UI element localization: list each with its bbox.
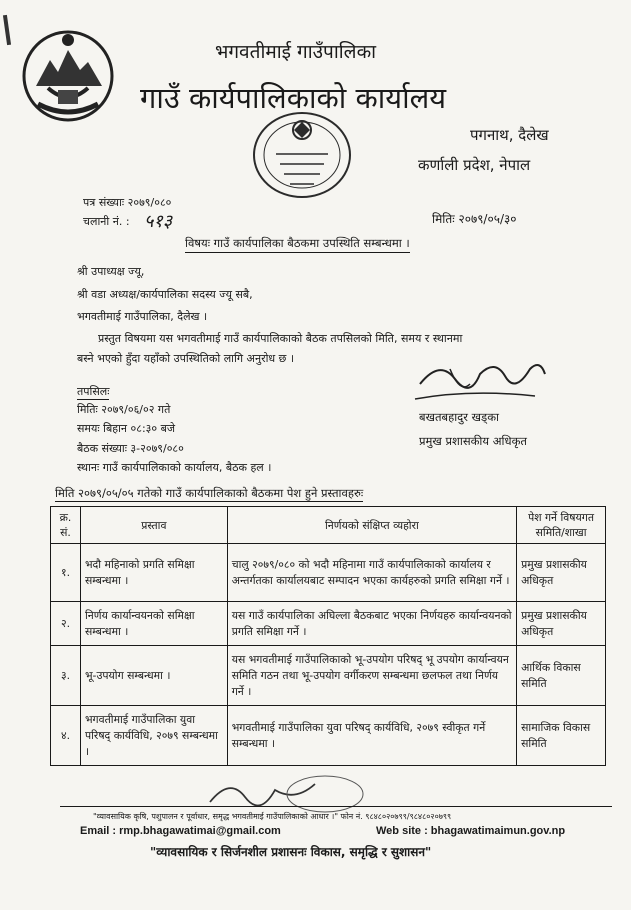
proposal-cell: भदौ महिनाको प्रगति समिक्षा सम्बन्धमा । — [80, 544, 227, 602]
footer-website[interactable]: Web site : bhagawatimaimun.gov.np — [376, 825, 566, 837]
signer-title: प्रमुख प्रशासकीय अधिकृत — [419, 434, 527, 448]
detail-time: समयः बिहान ०८:३० बजे — [77, 422, 176, 435]
row-number: ४. — [51, 706, 81, 766]
proposal-cell: भू-उपयोग सम्बन्धमा । — [80, 646, 227, 706]
address-line-1: पगनाथ, दैलेख — [470, 126, 549, 144]
agenda-table — [50, 506, 606, 766]
column-header: पेश गर्ने विषयगत समिति/शाखा — [517, 507, 606, 544]
dispatch-number-label: चलानी नं. : — [83, 215, 130, 228]
proposal-cell: निर्णय कार्यान्वयनको समिक्षा सम्बन्धमा । — [80, 602, 227, 646]
detail-meeting-number: बैठक संख्याः ३-२०७९/०८० — [77, 442, 184, 455]
column-header: निर्णयको संक्षिप्त व्यहोरा — [227, 507, 516, 544]
recipient-line: श्री वडा अध्यक्ष/कार्यपालिका सदस्य ज्यू सबै, — [77, 288, 253, 301]
recipient-line: श्री उपाध्यक्ष ज्यू, — [77, 265, 145, 278]
unit-cell: प्रमुख प्रशासकीय अधिकृत — [517, 544, 606, 602]
table-row — [51, 544, 606, 602]
office-seal-icon — [250, 108, 355, 203]
summary-cell: भगवतीमाई गाउँपालिका युवा परिषद् कार्यविधि, २०७९ स्वीकृत गर्ने सम्बन्धमा । — [227, 706, 516, 766]
column-header: क्र. सं. — [51, 507, 81, 544]
row-number: ३. — [51, 646, 81, 706]
recipient-line: भगवतीमाई गाउँपालिका, दैलेख । — [77, 310, 208, 323]
footer-note: "व्यावसायिक कृषि, पशुपालन र पूर्वाधार, समृद्ध भगवतीमाई गाउँपालिकाको आधार ।" फोन नं. ९८४८०२०७९९/९८४८०२०७९९ — [93, 812, 452, 821]
unit-cell: सामाजिक विकास समिति — [517, 706, 606, 766]
column-header: प्रस्ताव — [80, 507, 227, 544]
body-paragraph-line: बस्ने भएको हुँदा यहाँको उपस्थितिको लागि अनुरोध छ । — [77, 352, 295, 365]
table-row — [51, 706, 606, 766]
proposal-cell: भगवतीमाई गाउँपालिका युवा परिषद् कार्यविधि, २०७९ सम्बन्धमा । — [80, 706, 227, 766]
table-row — [51, 646, 606, 706]
footer-motto: "व्यावसायिक र सिर्जनशील प्रशासनः विकास, समृद्धि र सुशासन" — [150, 845, 432, 859]
summary-cell: चालु २०७९/०८० को भदौ महिनामा गाउँ कार्यपालिकाको कार्यालय र अन्तर्गतका कार्यालयबाट सम्पादन भएका कार्यहरुको प्रगति समिक्षा गर्ने । — [227, 544, 516, 602]
row-number: २. — [51, 602, 81, 646]
address-line-2: कर्णाली प्रदेश, नेपाल — [418, 156, 531, 174]
footer-divider — [60, 806, 612, 807]
org-name: भगवतीमाई गाउँपालिका — [215, 41, 377, 63]
dispatch-number-value: ५१३ — [144, 211, 173, 232]
body-paragraph-line: प्रस्तुत विषयमा यस भगवतीमाई गाउँ कार्यपालिकाको बैठक तपसिलको मिति, समय र स्थानमा — [98, 332, 463, 345]
signer-name: बखतबहादुर खड्का — [419, 410, 500, 424]
page-edge-mark — [3, 15, 11, 45]
table-header-row — [51, 507, 606, 544]
details-title: तपसिलः — [77, 385, 110, 398]
unit-cell: आर्थिक विकास समिति — [517, 646, 606, 706]
summary-cell: यस गाउँ कार्यपालिका अघिल्ला बैठकबाट भएका निर्णयहरु कार्यान्वयनको प्रगति समिक्षा गर्ने । — [227, 602, 516, 646]
subject-line: विषयः गाउँ कार्यपालिका बैठकमा उपस्थिति सम्बन्धमा । — [185, 236, 410, 253]
row-number: १. — [51, 544, 81, 602]
signature-icon — [410, 354, 550, 409]
detail-date: मितिः २०७९/०६/०२ गते — [77, 403, 171, 416]
letter-number: पत्र संख्याः २०७९/०८० — [83, 196, 172, 209]
letter-date: मितिः २०७९/०५/३० — [432, 212, 517, 226]
agenda-table-title: मिति २०७९/०५/०५ गतेको गाउँ कार्यपालिकाको बैठकमा पेश हुने प्रस्तावहरुः — [55, 486, 364, 500]
unit-cell: प्रमुख प्रशासकीय अधिकृत — [517, 602, 606, 646]
table-row — [51, 602, 606, 646]
summary-cell: यस भगवतीमाई गाउँपालिकाको भू-उपयोग परिषद् भू उपयोग कार्यान्वयन समिति गठन तथा भू-उपयोग वर्गीकरण सम्बन्धमा छलफल तथा निर्णय गर्ने । — [227, 646, 516, 706]
office-name: गाउँ कार्यपालिकाको कार्यालय — [140, 81, 447, 115]
detail-venue: स्थानः गाउँ कार्यपालिकाको कार्यालय, बैठक हल । — [77, 461, 272, 474]
nepal-emblem-icon — [18, 26, 118, 126]
footer-email[interactable]: Email : rmp.bhagawatimai@gmail.com — [80, 825, 281, 837]
